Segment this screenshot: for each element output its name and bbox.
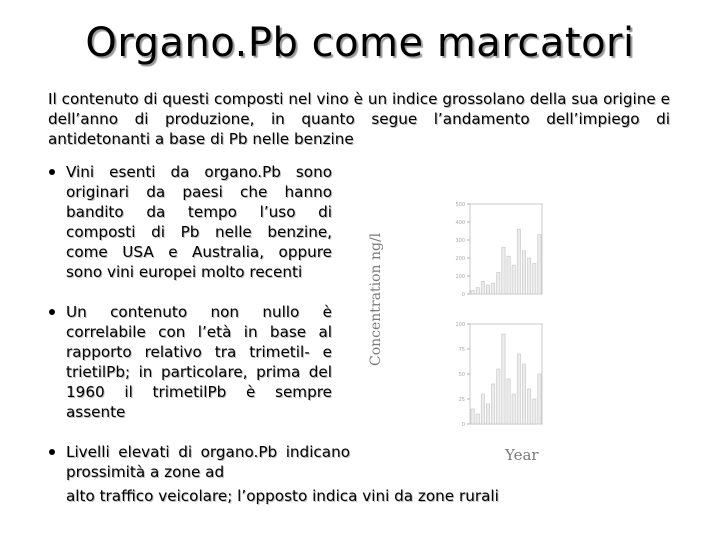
top-panel-bar xyxy=(522,251,525,294)
top-panel-bar xyxy=(507,256,510,294)
bottom-panel-bar xyxy=(522,364,525,424)
bottom-panel-bar xyxy=(502,334,505,424)
bottom-panel-bar xyxy=(538,374,541,424)
bottom-panel-bar xyxy=(517,354,520,424)
bottom-panel-bar xyxy=(533,399,536,424)
bottom-panel-bar xyxy=(486,404,489,424)
top-panel-bar xyxy=(486,285,489,294)
top-panel-bar xyxy=(481,281,484,294)
top-panel-bar xyxy=(502,247,505,294)
top-panel-bar xyxy=(491,283,494,294)
bottom-panel-bar xyxy=(471,409,474,424)
bottom-panel-bar xyxy=(527,389,530,424)
bullet-dot-icon xyxy=(49,449,55,455)
top-panel-bar xyxy=(527,258,530,294)
top-panel-tick-label: 0 xyxy=(461,292,465,298)
top-bar-panel xyxy=(455,202,542,298)
top-panel-bar xyxy=(533,263,536,294)
bottom-panel-bar xyxy=(491,384,494,424)
concentration-figure xyxy=(360,182,550,472)
figure-y-axis-label: Concentration ng/l xyxy=(368,232,384,366)
bottom-panel-bar xyxy=(476,414,479,424)
top-panel-tick-label: 400 xyxy=(455,220,465,226)
intro-paragraph: Il contenuto di questi composti nel vino è un indice grossolano della sua origine e dell’anno di produzione, in quanto segue l’andamento dell’impiego di antidetonanti a base di Pb nelle benzine xyxy=(48,90,670,148)
bottom-panel-bar xyxy=(512,394,515,424)
top-panel-tick-label: 300 xyxy=(455,238,465,244)
top-panel-tick-label: 100 xyxy=(455,274,465,280)
bottom-panel-bar xyxy=(481,394,484,424)
bullet-text-1: Vini esenti da organo.Pb sono originari da paesi che hanno bandito da tempo l’uso di composti di Pb nelle benzine, come USA e Australia, oppure sono vini europei molto recenti xyxy=(66,163,332,281)
bottom-panel-tick-label: 0 xyxy=(461,422,465,428)
top-panel-bar xyxy=(512,265,515,294)
bottom-panel-frame xyxy=(470,324,542,424)
top-panel-bar xyxy=(538,235,541,294)
slide-title: Organo.Pb come marcatori xyxy=(85,20,635,66)
bullet-text-2: Un contenuto non nullo è correlabile con l’età in base al rapporto relativo tra trimetil- e trietilPb; in particolare, prima del 1960 il trimetilPb è sempre assente xyxy=(66,303,332,421)
bullet-item-2 xyxy=(48,302,332,422)
bottom-panel-tick-label: 100 xyxy=(455,322,465,328)
bottom-bar-panel xyxy=(455,322,542,428)
bullet-dot-icon xyxy=(49,309,55,315)
bottom-panel-tick-label: 25 xyxy=(458,397,465,403)
top-panel-bar xyxy=(476,288,479,294)
bottom-panel-bar xyxy=(497,369,500,424)
bullet-dot-icon xyxy=(49,169,55,175)
top-panel-tick-label: 200 xyxy=(455,256,465,262)
top-panel-frame xyxy=(470,204,542,294)
top-panel-bar xyxy=(497,272,500,294)
bottom-panel-tick-label: 75 xyxy=(458,347,465,353)
bullet-text-3-continued: alto traffico veicolare; l’opposto indica vini da zone rurali xyxy=(66,487,499,505)
bullet-item-3 xyxy=(48,442,350,482)
bullet-text-3: Livelli elevati di organo.Pb indicano prossimità a zone ad xyxy=(66,443,350,481)
bottom-panel-bar xyxy=(507,379,510,424)
top-panel-tick-label: 500 xyxy=(455,202,465,208)
bullet-item-1 xyxy=(48,162,332,282)
bullet-list xyxy=(48,162,350,482)
top-panel-bar xyxy=(517,229,520,294)
top-panel-bar xyxy=(471,290,474,294)
bottom-panel-tick-label: 50 xyxy=(458,372,465,378)
figure-x-axis-label: Year xyxy=(505,446,539,464)
